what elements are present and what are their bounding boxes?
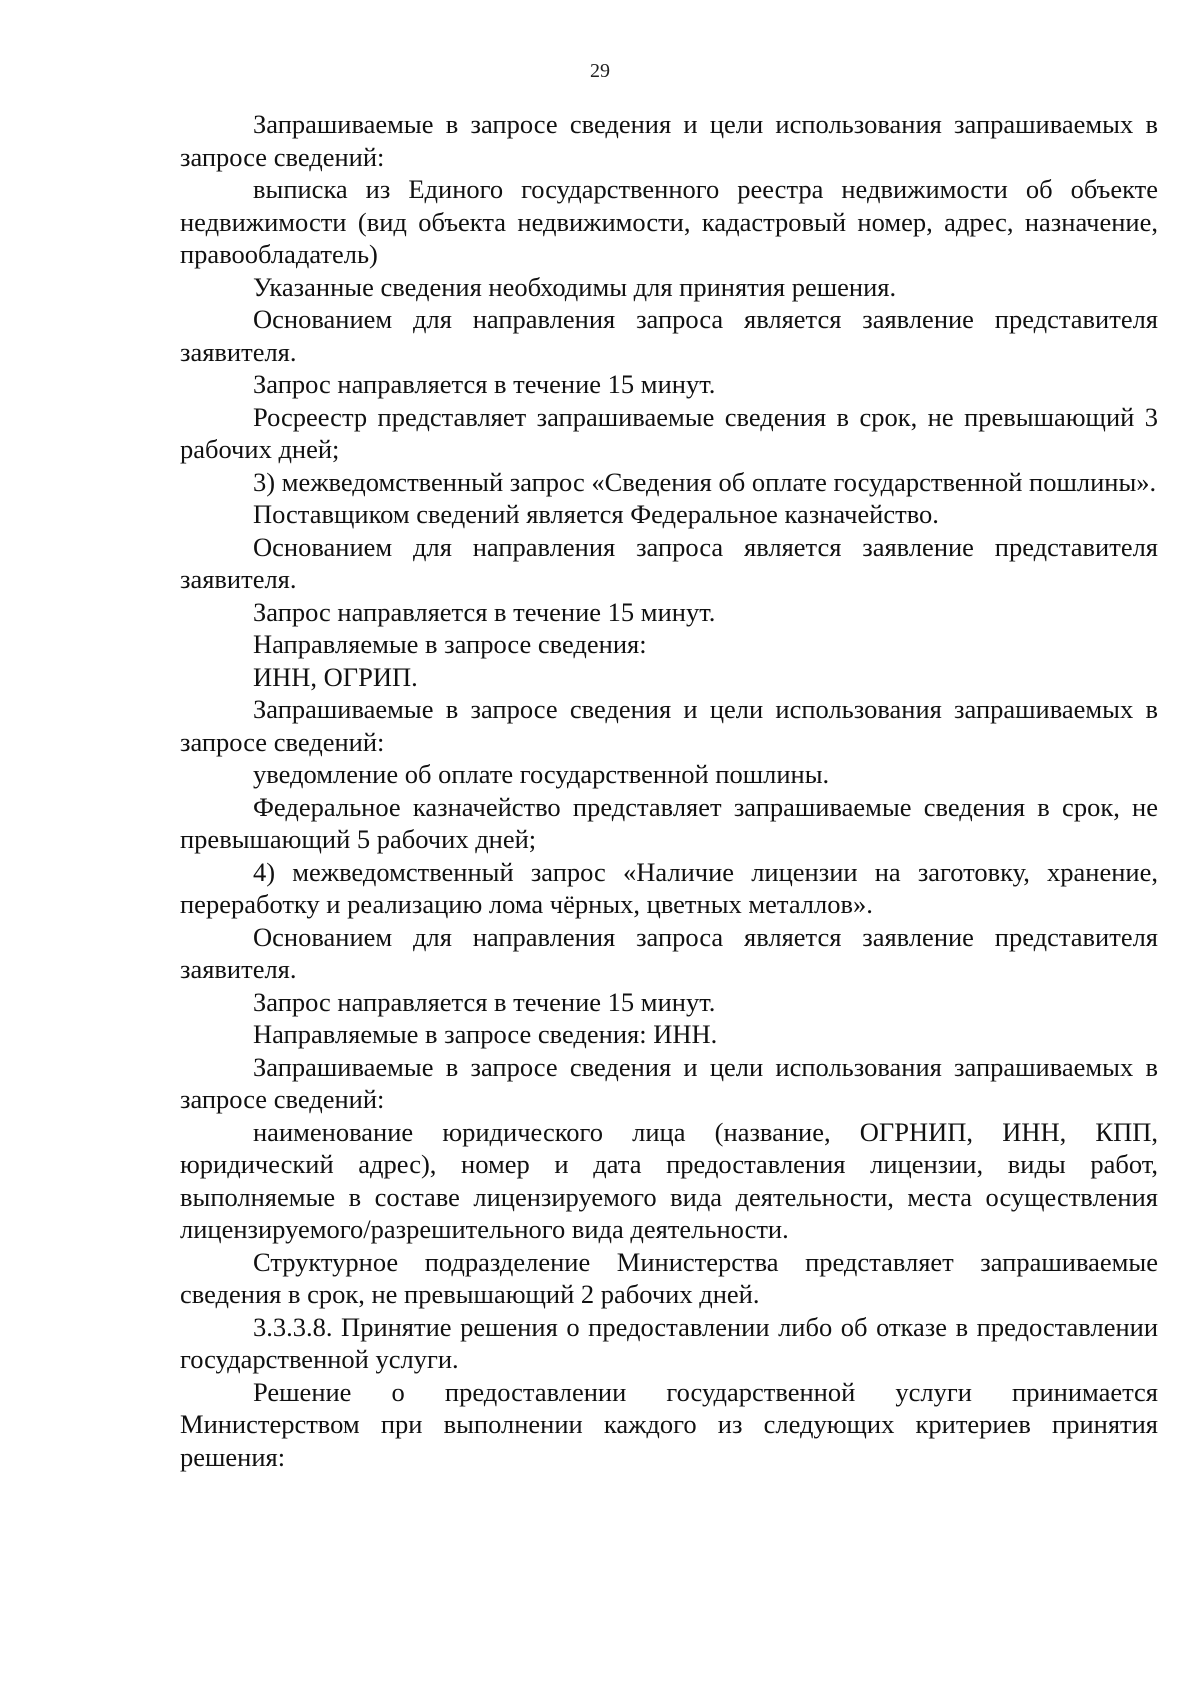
paragraph: Запрашиваемые в запросе сведения и цели использования запрашиваемых в запросе сведений:	[180, 694, 1158, 757]
paragraph: ИНН, ОГРИП.	[253, 661, 418, 692]
paragraph: Запрашиваемые в запросе сведения и цели использования запрашиваемых в запросе сведений:	[180, 109, 1158, 172]
paragraph: Структурное подразделение Министерства представляет запрашиваемые сведения в срок, не превышающий 2 рабочих дней.	[180, 1246, 1158, 1309]
paragraph: Росреестр представляет запрашиваемые сведения в срок, не превышающий 3 рабочих дней;	[180, 401, 1158, 464]
paragraph: Указанные сведения необходимы для принятия решения.	[253, 271, 897, 302]
paragraph: Основанием для направления запроса является заявление представителя заявителя.	[180, 921, 1158, 984]
paragraph: Основанием для направления запроса является заявление представителя заявителя.	[180, 531, 1158, 594]
paragraph: наименование юридического лица (название, ОГРНИП, ИНН, КПП, юридический адрес), номер и дата предоставления лицензии, виды работ, выполняемые в составе лицензируемого вида деятельности, места осуществления лицензируемого/разрешительного вида деятельности.	[180, 1116, 1158, 1244]
paragraph: уведомление об оплате государственной пошлины.	[253, 759, 830, 789]
paragraph: выписка из Единого государственного реестра недвижимости об объекте недвижимости (вид объекта недвижимости, кадастровый номер, адрес, назначение, правообладатель)	[180, 174, 1158, 269]
paragraph: Федеральное казначейство представляет запрашиваемые сведения в срок, не превышающий 5 рабочих дней;	[180, 791, 1158, 854]
paragraph: 4) межведомственный запрос «Наличие лицензии на заготовку, хранение, переработку и реализацию лома чёрных, цветных металлов».	[180, 856, 1158, 919]
paragraph: Решение о предоставлении государственной услуги принимается Министерством при выполнении каждого из следующих критериев принятия решения:	[180, 1376, 1158, 1472]
paragraph: Запрашиваемые в запросе сведения и цели использования запрашиваемых в запросе сведений:	[180, 1051, 1158, 1114]
paragraph: Запрос направляется в течение 15 минут.	[253, 596, 716, 627]
paragraph: Запрос направляется в течение 15 минут.	[253, 986, 716, 1017]
paragraph: Основанием для направления запроса является заявление представителя заявителя.	[180, 304, 1158, 367]
paragraph: Направляемые в запросе сведения: ИНН.	[253, 1019, 718, 1049]
paragraph: 3) межведомственный запрос «Сведения об оплате государственной пошлины».	[253, 466, 1157, 497]
section-heading: 3.3.3.8. Принятие решения о предоставлении либо об отказе в предоставлении государственной услуги.	[180, 1311, 1158, 1374]
paragraph: Поставщиком сведений является Федеральное казначейство.	[253, 499, 939, 529]
paragraph: Запрос направляется в течение 15 минут.	[253, 369, 716, 399]
paragraph: Направляемые в запросе сведения:	[253, 629, 647, 659]
page-number: 29	[590, 60, 610, 82]
document-body	[180, 108, 1158, 1473]
